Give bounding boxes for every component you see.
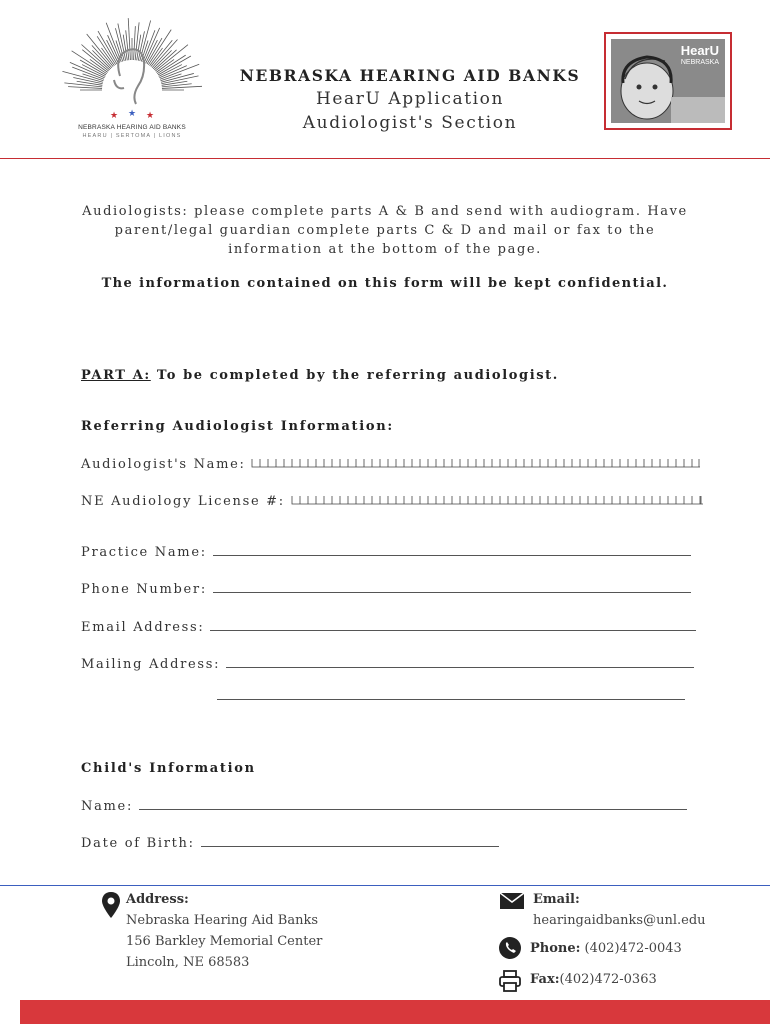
- audiologist-name-input[interactable]: [251, 456, 701, 468]
- phone-input[interactable]: [213, 580, 691, 593]
- dob-input[interactable]: [201, 834, 499, 847]
- hearu-illustration: [611, 39, 725, 123]
- fax-label-footer: Fax:: [530, 972, 560, 987]
- referring-heading: Referring Audiologist Information:: [81, 419, 394, 434]
- bottom-band: [20, 1000, 770, 1024]
- mailing-label: Mailing Address:: [81, 657, 221, 672]
- mailing-field-line2: [217, 687, 685, 704]
- practice-label: Practice Name:: [81, 545, 207, 560]
- location-pin-icon: [102, 892, 120, 922]
- page-header: [210, 66, 610, 133]
- phone-field: [81, 580, 691, 597]
- envelope-icon: [500, 893, 524, 913]
- license-label: NE Audiology License #:: [81, 494, 285, 509]
- child-name-field: [81, 797, 687, 814]
- email-field: [81, 618, 696, 635]
- email-label: Email Address:: [81, 620, 205, 635]
- address-line: Lincoln, NE 68583: [126, 955, 250, 970]
- hearu-badge: [604, 32, 732, 130]
- footer-address: [126, 889, 322, 973]
- address-line: Nebraska Hearing Aid Banks: [126, 913, 318, 928]
- part-a-label: PART A:: [81, 368, 151, 383]
- org-title: NEBRASKA HEARING AID BANKS: [239, 66, 581, 85]
- footer-phone: [530, 938, 682, 959]
- practice-field: [81, 543, 691, 560]
- section-title: Audiologist's Section: [302, 113, 518, 133]
- dob-label: Date of Birth:: [81, 836, 195, 851]
- dob-field: [81, 834, 499, 851]
- phone-label: Phone Number:: [81, 582, 207, 597]
- address-line: 156 Barkley Memorial Center: [126, 934, 323, 949]
- comb-field-icon: [291, 493, 703, 505]
- logo-title: NEBRASKA HEARING AID BANKS: [78, 124, 186, 131]
- fax-value[interactable]: (402)472-0363: [559, 972, 657, 987]
- email-value[interactable]: hearingaidbanks@unl.edu: [533, 913, 706, 928]
- instructions: Audiologists: please complete parts A & B and send with audiogram. Have parent/legal guardian complete parts C & D and mail or fax to the information at the bottom of the page.: [82, 204, 688, 257]
- header-divider: [0, 158, 770, 159]
- footer-email: [533, 889, 706, 931]
- mailing-input[interactable]: [226, 655, 694, 668]
- practice-input[interactable]: [213, 543, 691, 556]
- badge-name: HearU: [680, 43, 719, 58]
- part-a-text: To be completed by the referring audiologist.: [150, 368, 559, 383]
- child-name-input[interactable]: [139, 797, 687, 810]
- email-label-footer: Email:: [533, 892, 580, 907]
- star-icon: ★: [128, 109, 137, 119]
- mailing-input-line2[interactable]: [217, 687, 685, 700]
- comb-field-icon: [251, 456, 701, 468]
- star-icon: ★: [146, 111, 155, 121]
- part-a-heading: [81, 368, 559, 383]
- child-name-label: Name:: [81, 799, 134, 814]
- star-icon: ★: [110, 111, 119, 121]
- license-input[interactable]: [291, 493, 703, 505]
- address-label: Address:: [126, 892, 189, 907]
- sunburst-ear-icon: [62, 18, 202, 123]
- footer-fax: [530, 969, 657, 990]
- audiologist-name-label: Audiologist's Name:: [81, 457, 246, 472]
- license-field: [81, 493, 703, 509]
- fax-icon: [499, 970, 521, 996]
- application-title: HearU Application: [315, 89, 505, 109]
- badge-sub: NEBRASKA: [680, 59, 719, 66]
- email-input[interactable]: [210, 618, 696, 631]
- child-heading: Child's Information: [81, 761, 256, 776]
- phone-icon: [499, 937, 521, 963]
- confidential-notice: The information contained on this form will be kept confidential.: [101, 276, 669, 291]
- nhab-logo: [62, 18, 202, 143]
- logo-subtitle: HEARU | SERTOMA | LIONS: [82, 133, 182, 139]
- audiologist-name-field: [81, 456, 701, 472]
- phone-value[interactable]: (402)472-0043: [580, 941, 682, 956]
- phone-label-footer: Phone:: [530, 941, 581, 956]
- mailing-field: [81, 655, 694, 672]
- footer-divider: [0, 885, 770, 886]
